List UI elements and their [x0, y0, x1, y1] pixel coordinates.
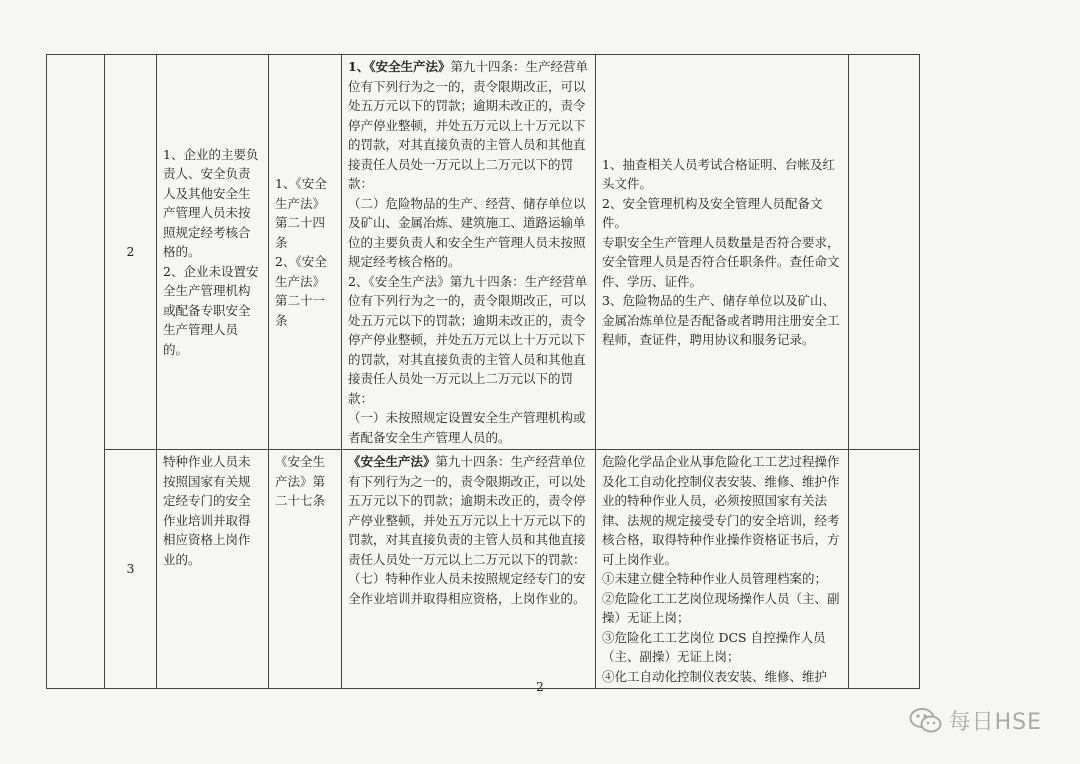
- penalty-cell: [342, 55, 596, 450]
- penalty-clause: [348, 57, 589, 194]
- basis-item: 1、《安全生产法》第二十四条: [275, 176, 327, 250]
- violation-cell: [157, 450, 269, 689]
- check-item: ④化工自动化控制仪表安装、维修、维护: [602, 668, 828, 684]
- watermark-text: 每日HSE: [948, 710, 1042, 735]
- basis-cell: [269, 450, 342, 689]
- violation-item: 特种作业人员未按照国家有关规定经专门的安全作业培训并取得相应资格上岗作业的。: [163, 454, 251, 567]
- check-item: ③危险化工工艺岗位 DCS 自控操作人员（主、副操）无证上岗；: [602, 629, 826, 664]
- check-method-cell: [596, 55, 849, 450]
- watermark: [909, 705, 1042, 736]
- violation-item: 2、企业未设置安全生产管理机构或配备专职安全生产管理人员的。: [163, 263, 259, 357]
- check-item: 专职安全生产管理人员数量是否符合要求，安全管理人员是否符合任职条件。查任命文件、学历、证件。: [602, 234, 840, 289]
- check-item: 危险化学品企业从事危险化工工艺过程操作及化工自动化控制仪表安装、维修、维护作业的特种作业人员，必须按照国家有关法律、法规的规定接受专门的安全培训，经考核合格，取得特种作业操作资格证书后，方可上岗作业。: [602, 454, 840, 567]
- check-item: 1、抽查相关人员考试合格证明、台帐及红头文件。: [602, 156, 835, 191]
- law-title: 《安全生产法》: [348, 454, 436, 469]
- basis-cell: [269, 55, 342, 450]
- check-item: 2、安全管理机构及安全管理人员配备文件。: [602, 195, 823, 230]
- page-number: 2: [536, 680, 544, 694]
- check-item: ②危险化工工艺岗位现场操作人员（主、副操）无证上岗；: [602, 590, 840, 625]
- check-method-cell: [596, 450, 849, 689]
- check-item: 3、危险物品的生产、储存单位以及矿山、金属冶炼单位是否配备或者聘用注册安全工程师，查证件，聘用协议和服务记录。: [602, 293, 840, 347]
- check-item: ①未建立健全特种作业人员管理档案的；: [602, 571, 828, 586]
- item-number: 3: [105, 450, 157, 689]
- basis-item: 2、《安全生产法》第二十一条: [275, 254, 327, 328]
- penalty-cell: [342, 450, 596, 689]
- penalty-clause: （七）特种作业人员未按照规定经专门的安全作业培训并取得相应资格，上岗作业的。: [348, 571, 586, 606]
- category-cell: [47, 55, 105, 689]
- penalty-clause: （一）未按照规定设置安全生产管理机构或者配备安全生产管理人员的。: [348, 410, 586, 445]
- remarks-cell: [849, 55, 920, 450]
- regulation-table: [46, 54, 920, 689]
- wechat-icon: [909, 707, 943, 735]
- clause-text: 第九十四条：生产经营单位有下列行为之一的，责令限期改正，可以处五万元以下的罚款；逾期未改正的，责令停产停业整顿，并处五万元以上十万元以下的罚款，对其直接负责的主管人员和其他直接责任人员处一万元以上二万元以下的罚款：: [348, 59, 588, 191]
- item-number: 2: [105, 55, 157, 450]
- penalty-clause: （二）危险物品的生产、经营、储存单位以及矿山、金属冶炼、建筑施工、道路运输单位的主要负责人和安全生产管理人员未按照规定经考核合格的。: [348, 195, 586, 269]
- violation-cell: [157, 55, 269, 450]
- remarks-cell: [849, 450, 920, 689]
- clause-text: 第九十四条：生产经营单位有下列行为之一的，责令限期改正，可以处五万元以下的罚款；逾期未改正的，责令停产停业整顿，并处五万元以上十万元以下的罚款，对其直接负责的主管人员和其他直接责任人员处一万元以上二万元以下的罚款：: [348, 454, 586, 567]
- basis-item: 《安全生产法》第二十七条: [275, 454, 326, 508]
- table-row: [47, 55, 920, 450]
- law-title: 1、《安全生产法》: [348, 59, 451, 74]
- penalty-clause: [348, 452, 589, 569]
- violation-item: 1、企业的主要负责人、安全负责人及其他安全生产管理人员未按照规定经考核合格的。: [163, 146, 259, 260]
- penalty-clause: 2、《安全生产法》第九十四条：生产经营单位有下列行为之一的，责令限期改正，可以处五万元以下的罚款；逾期未改正的，责令停产停业整顿，并处五万元以上十万元以下的罚款，对其直接负责的主管人员和其他直接责任人员处一万元以上二万元以下的罚款：: [348, 273, 588, 406]
- table-row: [47, 450, 920, 689]
